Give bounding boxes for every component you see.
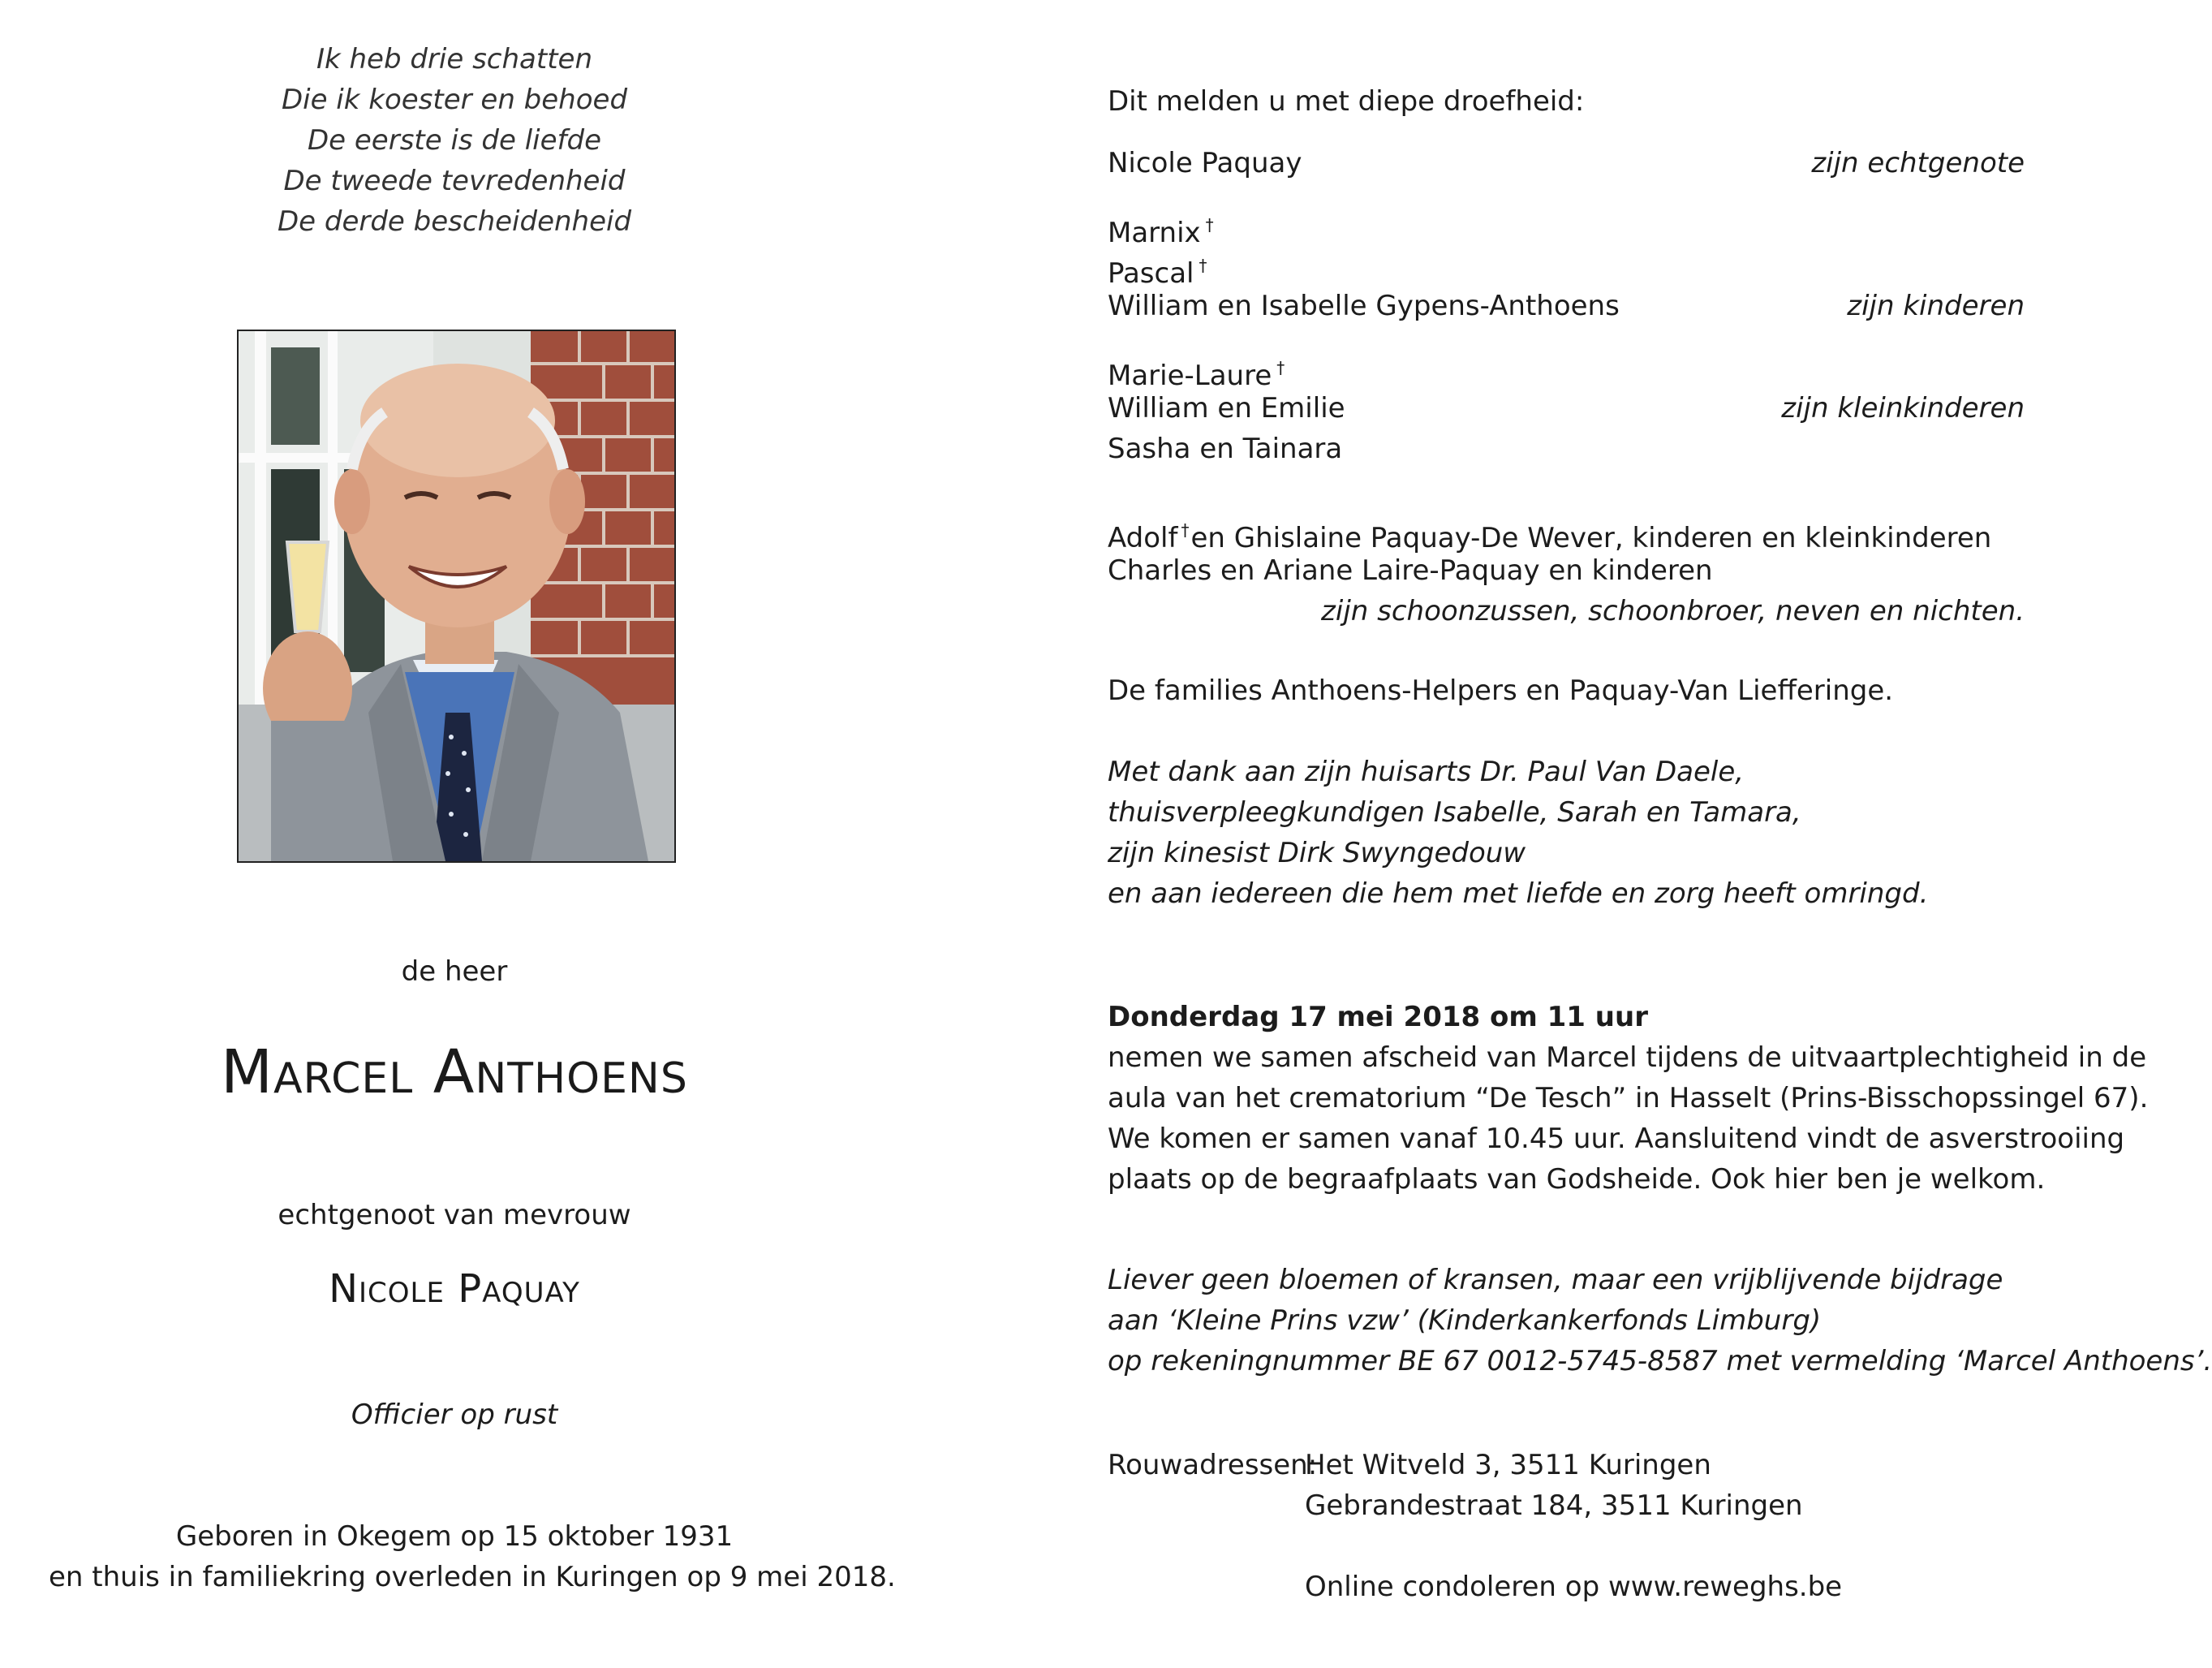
poem-line: De eerste is de liefde <box>307 124 602 157</box>
grandchild-row: Sasha en Tainara <box>1108 433 1343 465</box>
address-line-1: Het Witveld 3, 3511 Kuringen <box>1305 1449 1711 1481</box>
online-condolence-link[interactable]: Online condoleren op www.reweghs.be <box>1305 1571 1843 1603</box>
address-line-2: Gebrandestraat 184, 3511 Kuringen <box>1305 1489 1803 1522</box>
poem-line: Die ik koester en behoed <box>281 84 628 116</box>
poem-line: De derde bescheidenheid <box>277 205 632 238</box>
children-block <box>1108 205 2025 326</box>
poem-line: De tweede tevredenheid <box>283 165 626 197</box>
ceremony-line: We komen er samen vanaf 10.45 uur. Aansluitend vindt de asverstrooiing <box>1108 1123 2125 1155</box>
ceremony-line: plaats op de begraafplaats van Godsheide. Ook hier ben je welkom. <box>1108 1163 2046 1196</box>
spouse-row <box>1108 143 2025 183</box>
spouse-name-text: Nicole Paquay <box>329 1266 580 1312</box>
grandchildren-block <box>1108 347 2025 469</box>
deceased-name <box>49 1037 860 1107</box>
grandchildren-relation: zijn kleinkinderen <box>1781 392 2025 425</box>
spouse-name <box>49 1266 860 1312</box>
thanks-line: en aan iedereen die hem met liefde en zorg heeft omringd. <box>1108 877 1929 910</box>
address-label: Rouwadressen: <box>1108 1449 1318 1481</box>
families-line: De families Anthoens-Helpers en Paquay-Van Liefferinge. <box>1108 675 1894 707</box>
profession: Officier op rust <box>351 1399 558 1431</box>
in-law-row: Charles en Ariane Laire-Paquay en kinderen <box>1108 554 1713 587</box>
dagger-mark: † <box>1276 358 1285 377</box>
spouse-relation: zijn echtgenote <box>1811 147 2025 179</box>
grandchild-row: William en Emilie zijn kleinkinderen <box>1108 388 2025 429</box>
spouse-intro: echtgenoot van mevrouw <box>278 1199 631 1231</box>
flowers-block <box>1108 1260 2212 1381</box>
thanks-line: thuisverpleegkundigen Isabelle, Sarah en Tamara, <box>1108 796 1801 829</box>
ceremony-line: nemen we samen afscheid van Marcel tijdens de uitvaartplechtigheid in de <box>1108 1041 2147 1074</box>
thanks-block <box>1108 752 2025 914</box>
poem-line: Ik heb drie schatten <box>316 43 593 75</box>
portrait-illustration <box>239 331 674 861</box>
birth-line: Geboren in Okegem op 15 oktober 1931 <box>175 1520 734 1553</box>
children-relation: zijn kinderen <box>1847 290 2025 322</box>
death-line: en thuis in familiekring overleden in Kuringen op 9 mei 2018. <box>49 1561 896 1593</box>
in-laws-block <box>1108 510 2025 631</box>
flowers-line: Liever geen bloemen of kransen, maar een vrijblijvende bijdrage <box>1108 1264 2003 1296</box>
ceremony-line: aula van het crematorium “De Tesch” in Hasselt (Prins-Bisschopssingel 67). <box>1108 1082 2149 1114</box>
child-row: Marnix † <box>1108 215 1214 249</box>
flowers-line: aan ‘Kleine Prins vzw’ (Kinderkankerfonds Limburg) <box>1108 1304 1822 1337</box>
in-laws-relation: zijn schoonzussen, schoonbroer, neven en nichten. <box>1321 595 2025 627</box>
announcement-intro: Dit melden u met diepe droefheid: <box>1108 85 1585 118</box>
thanks-line: zijn kinesist Dirk Swyngedouw <box>1108 837 1526 869</box>
dagger-mark: † <box>1181 520 1190 540</box>
child-row: William en Isabelle Gypens-Anthoens zijn kinderen <box>1108 286 2025 326</box>
portrait-photo <box>237 330 676 863</box>
poem <box>130 39 779 242</box>
deceased-name-text: Marcel Anthoens <box>221 1037 688 1107</box>
spouse-row-name: Nicole Paquay <box>1108 147 1302 179</box>
thanks-line: Met dank aan zijn huisarts Dr. Paul Van Daele, <box>1108 756 1745 788</box>
dagger-mark: † <box>1199 256 1207 275</box>
dagger-mark: † <box>1205 215 1214 235</box>
flowers-line: op rekeningnummer BE 67 0012-5745-8587 met vermelding ‘Marcel Anthoens’. <box>1108 1345 2212 1377</box>
in-law-row: Adolf †en Ghislaine Paquay-De Wever, kinderen en kleinkinderen <box>1108 520 1992 554</box>
salutation: de heer <box>401 955 508 988</box>
child-row: Pascal † <box>1108 256 1207 290</box>
ceremony-date: Donderdag 17 mei 2018 om 11 uur <box>1108 1001 1648 1033</box>
ceremony-block <box>1108 997 2149 1200</box>
grandchild-row: Marie-Laure † <box>1108 358 1285 392</box>
